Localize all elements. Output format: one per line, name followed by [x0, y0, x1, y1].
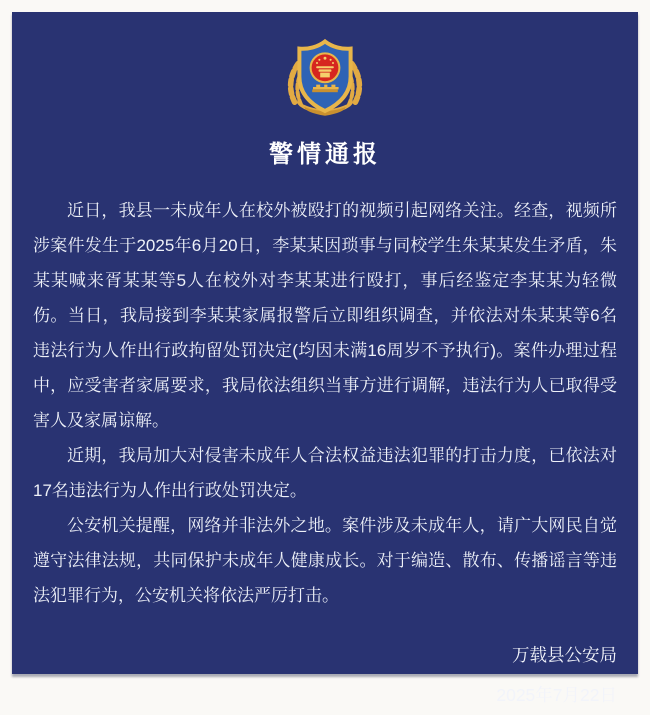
signature-block: [33, 635, 617, 715]
issue-date: 2025年7月22日: [496, 685, 617, 705]
paragraph-crackdown: 近期，我局加大对侵害未成年人合法权益违法犯罪的打击力度，已依法对17名违法行为人作出行政处罚决定。: [33, 446, 617, 500]
paragraph-reminder: 公安机关提醒，网络并非法外之地。案件涉及未成年人，请广大网民自觉遵守法律法规，共同保护未成年人健康成长。对于编造、散布、传播谣言等违法犯罪行为，公安机关将依法严厉打击。: [33, 516, 617, 605]
police-badge-icon: [277, 38, 373, 120]
notice-title: 警情通报: [269, 141, 381, 168]
badge-container: [12, 12, 638, 120]
issuing-agency: 万载县公安局: [512, 645, 617, 665]
notice-body: [33, 193, 617, 613]
paragraph-incident: 近日，我县一未成年人在校外被殴打的视频引起网络关注。经查，视频所涉案件发生于2025年6月20日，李某某因琐事与同校学生朱某某发生矛盾，朱某某喊来胥某某等5人在校外对李某某进行殴打，事后经鉴定李某某为轻微伤。当日，我局接到李某某家属报警后立即组织调查，并依法对朱某某等6名违法行为人作出行政拘留处罚决定(均因未满16周岁不予执行)。案件办理过程中，应受害者家属要求，我局依法组织当事方进行调解，违法行为人已取得受害人及家属谅解。: [33, 201, 617, 430]
notice-panel: [12, 12, 638, 705]
